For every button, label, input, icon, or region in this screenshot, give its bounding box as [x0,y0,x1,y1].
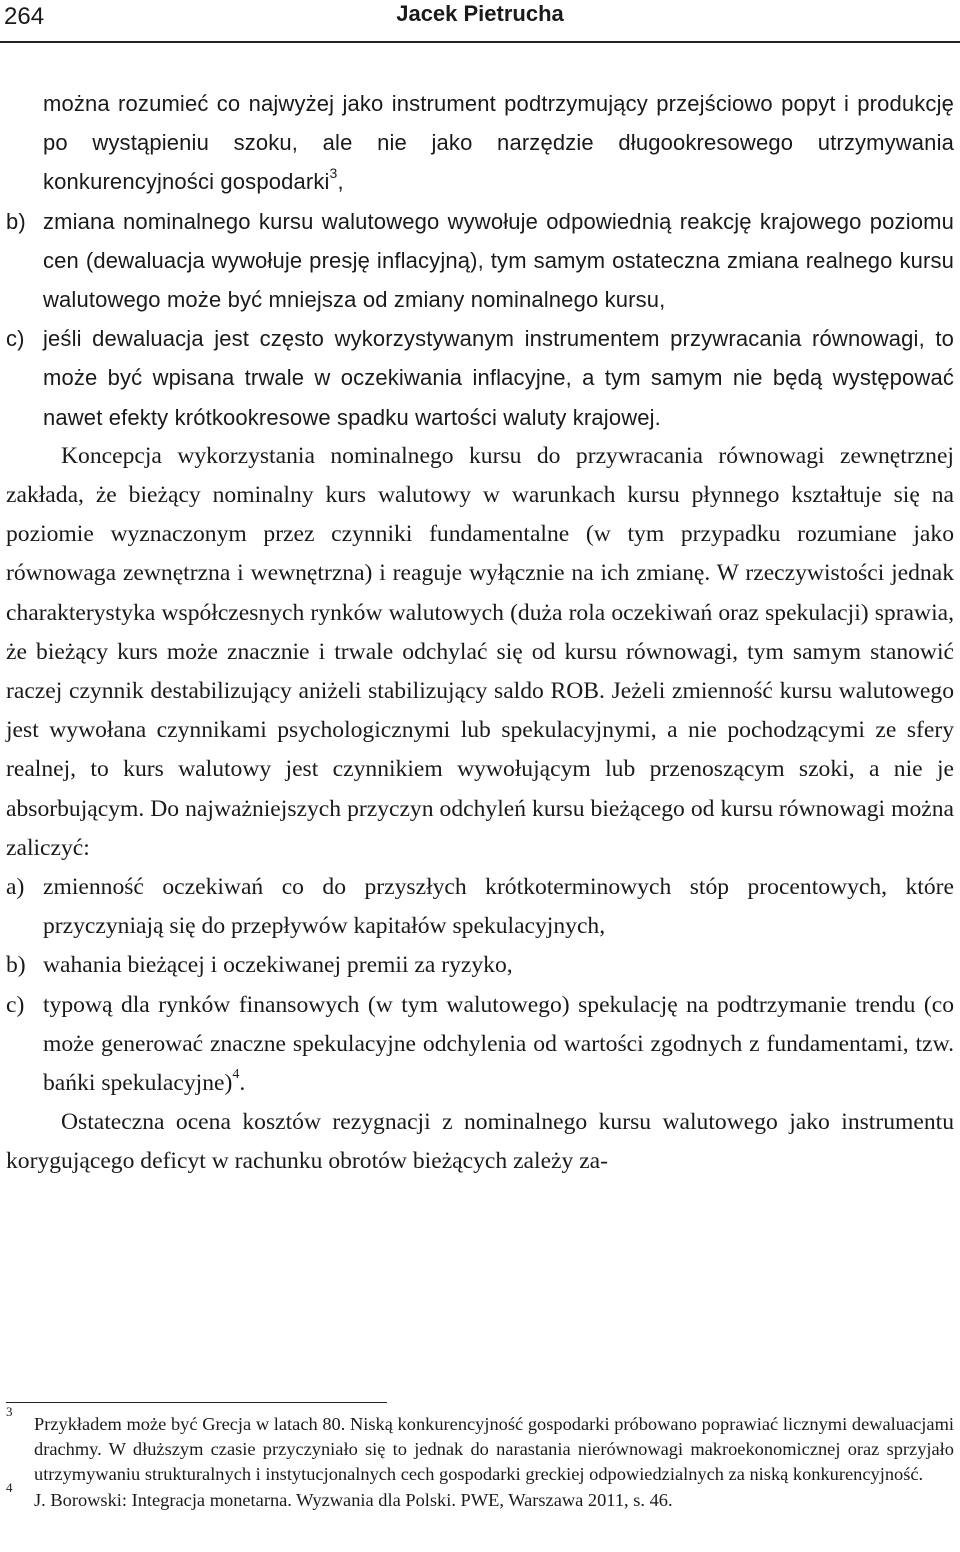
footnote-ref-4[interactable]: 4 [232,1067,240,1083]
list-marker: c) [6,991,25,1018]
footnote-number: 3 [6,1404,13,1419]
footnotes [6,1404,954,1513]
header-rule [0,41,960,43]
list-item-b: b) zmiana nominalnego kursu walutowego wywołuje odpowiednią reakcję krajowego poziomu cen (dewaluacja wywołuje presję inflacyjną), tym samym ostateczna zmiana realnego kursu walutowego może być mniejsza od zmiany nominalnego kursu, [6,202,954,320]
footnote-separator [6,1402,387,1403]
running-head-author: Jacek Pietrucha [396,1,564,26]
main-text [6,84,954,1182]
page-number: 264 [4,3,45,30]
footnote-ref-3[interactable]: 3 [329,165,338,182]
list2-item-c: c) typową dla rynków finansowych (w tym walutowego) spekulację na podtrzymanie trendu (co może generować znaczne spekulacyjne odchylenia od wartości zgodnych z fundamentami, tzw. bańki spekulacyjne)$^4$. [6,986,954,1104]
list2-item-b: b) wahania bieżącej i oczekiwanej premii za ryzyko, [6,946,954,985]
list-marker: b) [6,208,26,234]
footnote-3: 3 Przykładem może być Grecja w latach 80. Niską konkurencyjność gospodarki próbowano poprawiać licznymi dewaluacjami drachmy. W dłuższym czasie przyczyniało się to jednak do narastania nierównowagi makroekonomicznej oraz sprzyjało utrzymywaniu strukturalnych i instytucjonalnych cech gospodarki greckiej odpowiedzialnych za niską konkurencyjność. [6,1404,954,1485]
paragraph: Ostateczna ocena kosztów rezygnacji z nominalnego kursu walutowego jako instrumentu korygującego deficyt w rachunku obrotów bieżących zależy za- [6,1109,954,1175]
list-marker: c) [6,326,25,352]
footnote-4: 4 J. Borowski: Integracja monetarna. Wyzwania dla Polski. PWE, Warszawa 2011, s. 46. [6,1479,673,1510]
list-marker: b) [6,952,26,979]
list-marker: a) [6,874,25,901]
footnote-number: 4 [6,1479,13,1495]
list-item-a-continuation: można rozumieć co najwyżej jako instrument podtrzymujący przejściowo popyt i produkcję po wystąpieniu szoku, ale nie jako narzędzie długookresowego utrzymywania konkurencyjności gospodarki$^3$, [43,91,954,195]
list2-item-a: a) zmienność oczekiwań co do przyszłych krótkoterminowych stóp procentowych, które przyczyniają się do przepływów kapitałów spekulacyjnych, [6,868,954,946]
page-header [0,0,960,42]
paragraph: Koncepcja wykorzystania nominalnego kursu do przywracania równowagi zewnętrznej zakłada, że bieżący nominalny kurs walutowy w warunkach kursu płynnego kształtuje się na poziomie wyznaczonym przez czynniki fundamentalne (w tym przypadku rozumiane jako równowaga zewnętrzna i wewnętrzna) i reaguje wyłącznie na ich zmianę. W rzeczywistości jednak charakterystyka współczesnych rynków walutowych (duża rola oczekiwań oraz spekulacji) sprawia, że bieżący kurs może znacznie i trwale odchylać się od kursu równowagi, tym samym stanowić raczej czynnik destabilizujący aniżeli stabilizujący saldo ROB. Jeżeli zmienność kursu walutowego jest wywołana czynnikami psychologicznymi lub spekulacyjnymi, a nie pochodzącymi ze sfery realnej, to kurs walutowy jest czynnikiem wywołującym lub przenoszącym szoki, a nie je absorbującym. Do najważniejszych przyczyn odchyleń kursu bieżącego od kursu równowagi można zaliczyć: [6,442,954,861]
list-item-c: c) jeśli dewaluacja jest często wykorzystywanym instrumentem przywracania równowagi, to może być wpisana trwale w oczekiwania inflacyjne, a tym samym nie będą występować nawet efekty krótkookresowe spadku wartości waluty krajowej. [6,319,954,437]
